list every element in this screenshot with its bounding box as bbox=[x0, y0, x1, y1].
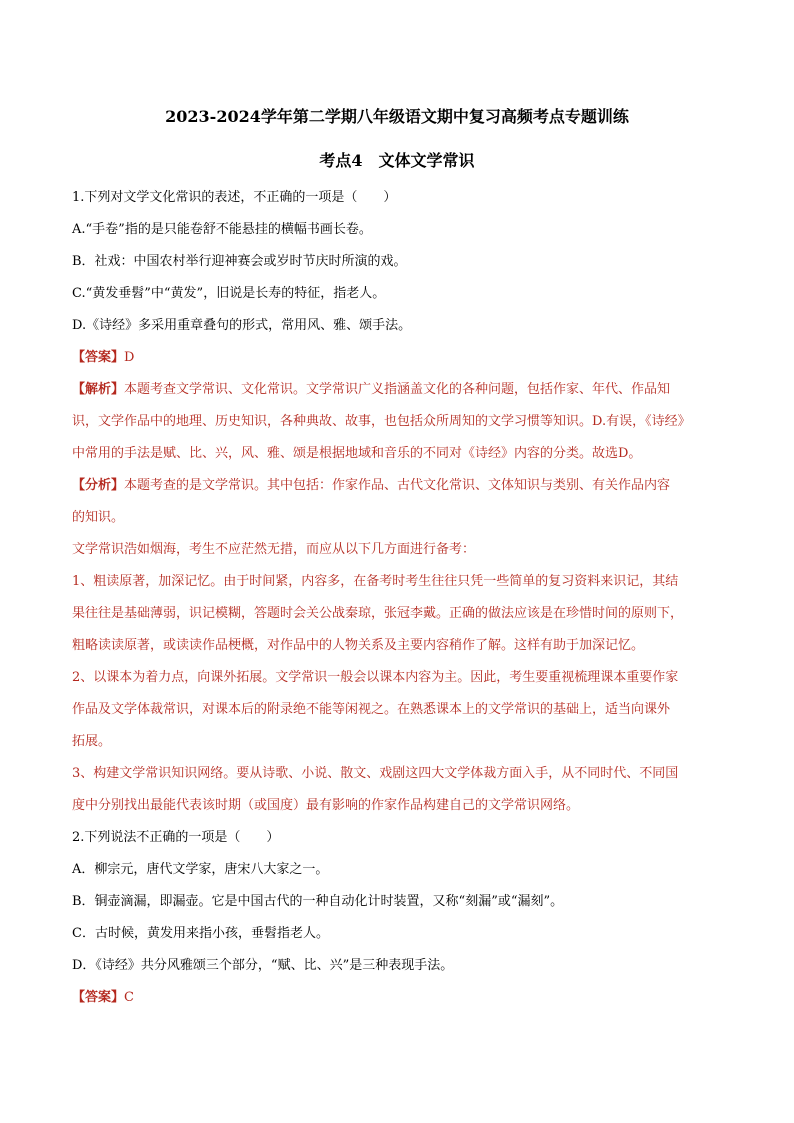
analysis-tag: 【解析】 bbox=[72, 382, 125, 397]
q1-stem: 1.下列对文学文化常识的表述，不正确的一项是（ ） bbox=[72, 190, 397, 205]
tips-intro: 文学常识浩如烟海，考生不应茫然无措，而应从以下几方面进行备考： bbox=[72, 542, 476, 557]
answer-tag: 【答案】 bbox=[72, 990, 125, 1005]
q1-answer bbox=[72, 350, 134, 366]
q1-analysis-line-2: 识，文学作品中的地理、历史知识，各种典故、故事，也包括众所周知的文学习惯等知识。D.有误，《诗经》 bbox=[72, 414, 691, 429]
q1-option-c: C.“黄发垂髫”中“黄发”，旧说是长寿的特征，指老人。 bbox=[72, 286, 386, 301]
fenxi-text: 本题考查的是文学常识。其中包括：作家作品、古代文化常识、文体知识与类别、有关作品内容 bbox=[124, 478, 671, 493]
q1-fenxi-line-1 bbox=[72, 478, 670, 494]
tip2-line-1: 2、以课本为着力点，向课外拓展。文学常识一般会以课本内容为主。因此，考生要重视梳理课本重要作家 bbox=[72, 670, 679, 685]
q1-option-b: B．社戏：中国农村举行迎神赛会或岁时节庆时所演的戏。 bbox=[72, 254, 407, 269]
fenxi-tag: 【分析】 bbox=[72, 478, 125, 493]
q2-option-b: B．铜壶滴漏，即漏壶。它是中国古代的一种自动化计时装置，又称“刻漏”或“漏刻”。 bbox=[72, 894, 564, 909]
q2-stem: 2.下列说法不正确的一项是（ ） bbox=[72, 830, 280, 845]
q1-analysis-line-3: 中常用的手法是赋、比、兴，风、雅、颂是根据地域和音乐的不同对《诗经》内容的分类。故选D。 bbox=[72, 446, 642, 461]
document-subtitle: 考点4 文体文学常识 bbox=[319, 151, 475, 170]
answer-tag: 【答案】 bbox=[72, 350, 125, 365]
q2-option-c: C．古时候，黄发用来指小孩，垂髫指老人。 bbox=[72, 926, 329, 941]
tip1-line-1: 1、粗读原著，加深记忆。由于时间紧，内容多，在备考时考生往往只凭一些简单的复习资料来识记，其结 bbox=[72, 574, 679, 589]
q2-option-a: A．柳宗元，唐代文学家，唐宋八大家之一。 bbox=[72, 862, 329, 877]
answer-value: C bbox=[124, 990, 134, 1005]
tip1-line-2: 果往往是基础薄弱，识记模糊，答题时会关公战秦琼，张冠李戴。正确的做法应该是在珍惜时间的原则下， bbox=[72, 606, 684, 621]
q2-option-d: D．《诗经》共分风雅颂三个部分，“赋、比、兴”是三种表现手法。 bbox=[72, 958, 454, 973]
tip2-line-2: 作品及文学体裁常识，对课本后的附录绝不能等闲视之。在熟悉课本上的文学常识的基础上，适当向课外 bbox=[72, 702, 671, 717]
q1-analysis-line-1 bbox=[72, 382, 670, 398]
tip2-line-3: 拓展。 bbox=[72, 734, 112, 749]
analysis-text: 本题考查文学常识、文化常识。文学常识广义指涵盖文化的各种问题，包括作家、年代、作品知 bbox=[124, 382, 671, 397]
answer-value: D bbox=[124, 350, 135, 365]
tip3-line-2: 度中分别找出最能代表该时期（或国度）最有影响的作家作品构建自己的文学常识网络。 bbox=[72, 798, 580, 813]
document-title: 2023-2024学年第二学期八年级语文期中复习高频考点专题训练 bbox=[165, 107, 629, 126]
q1-option-a: A.“手卷”指的是只能卷舒不能悬挂的横幅书画长卷。 bbox=[72, 222, 372, 237]
q1-fenxi-line-2: 的知识。 bbox=[72, 510, 125, 525]
tip3-line-1: 3、构建文学常识知识网络。要从诗歌、小说、散文、戏剧这四大文学体裁方面入手，从不同时代、不同国 bbox=[72, 766, 679, 781]
q2-answer bbox=[72, 990, 134, 1006]
q1-option-d: D.《诗经》多采用重章叠句的形式，常用风、雅、颂手法。 bbox=[72, 318, 412, 333]
tip1-line-3: 粗略读读原著，或读读作品梗概，对作品中的人物关系及主要内容稍作了解。这样有助于加深记忆。 bbox=[72, 638, 645, 653]
